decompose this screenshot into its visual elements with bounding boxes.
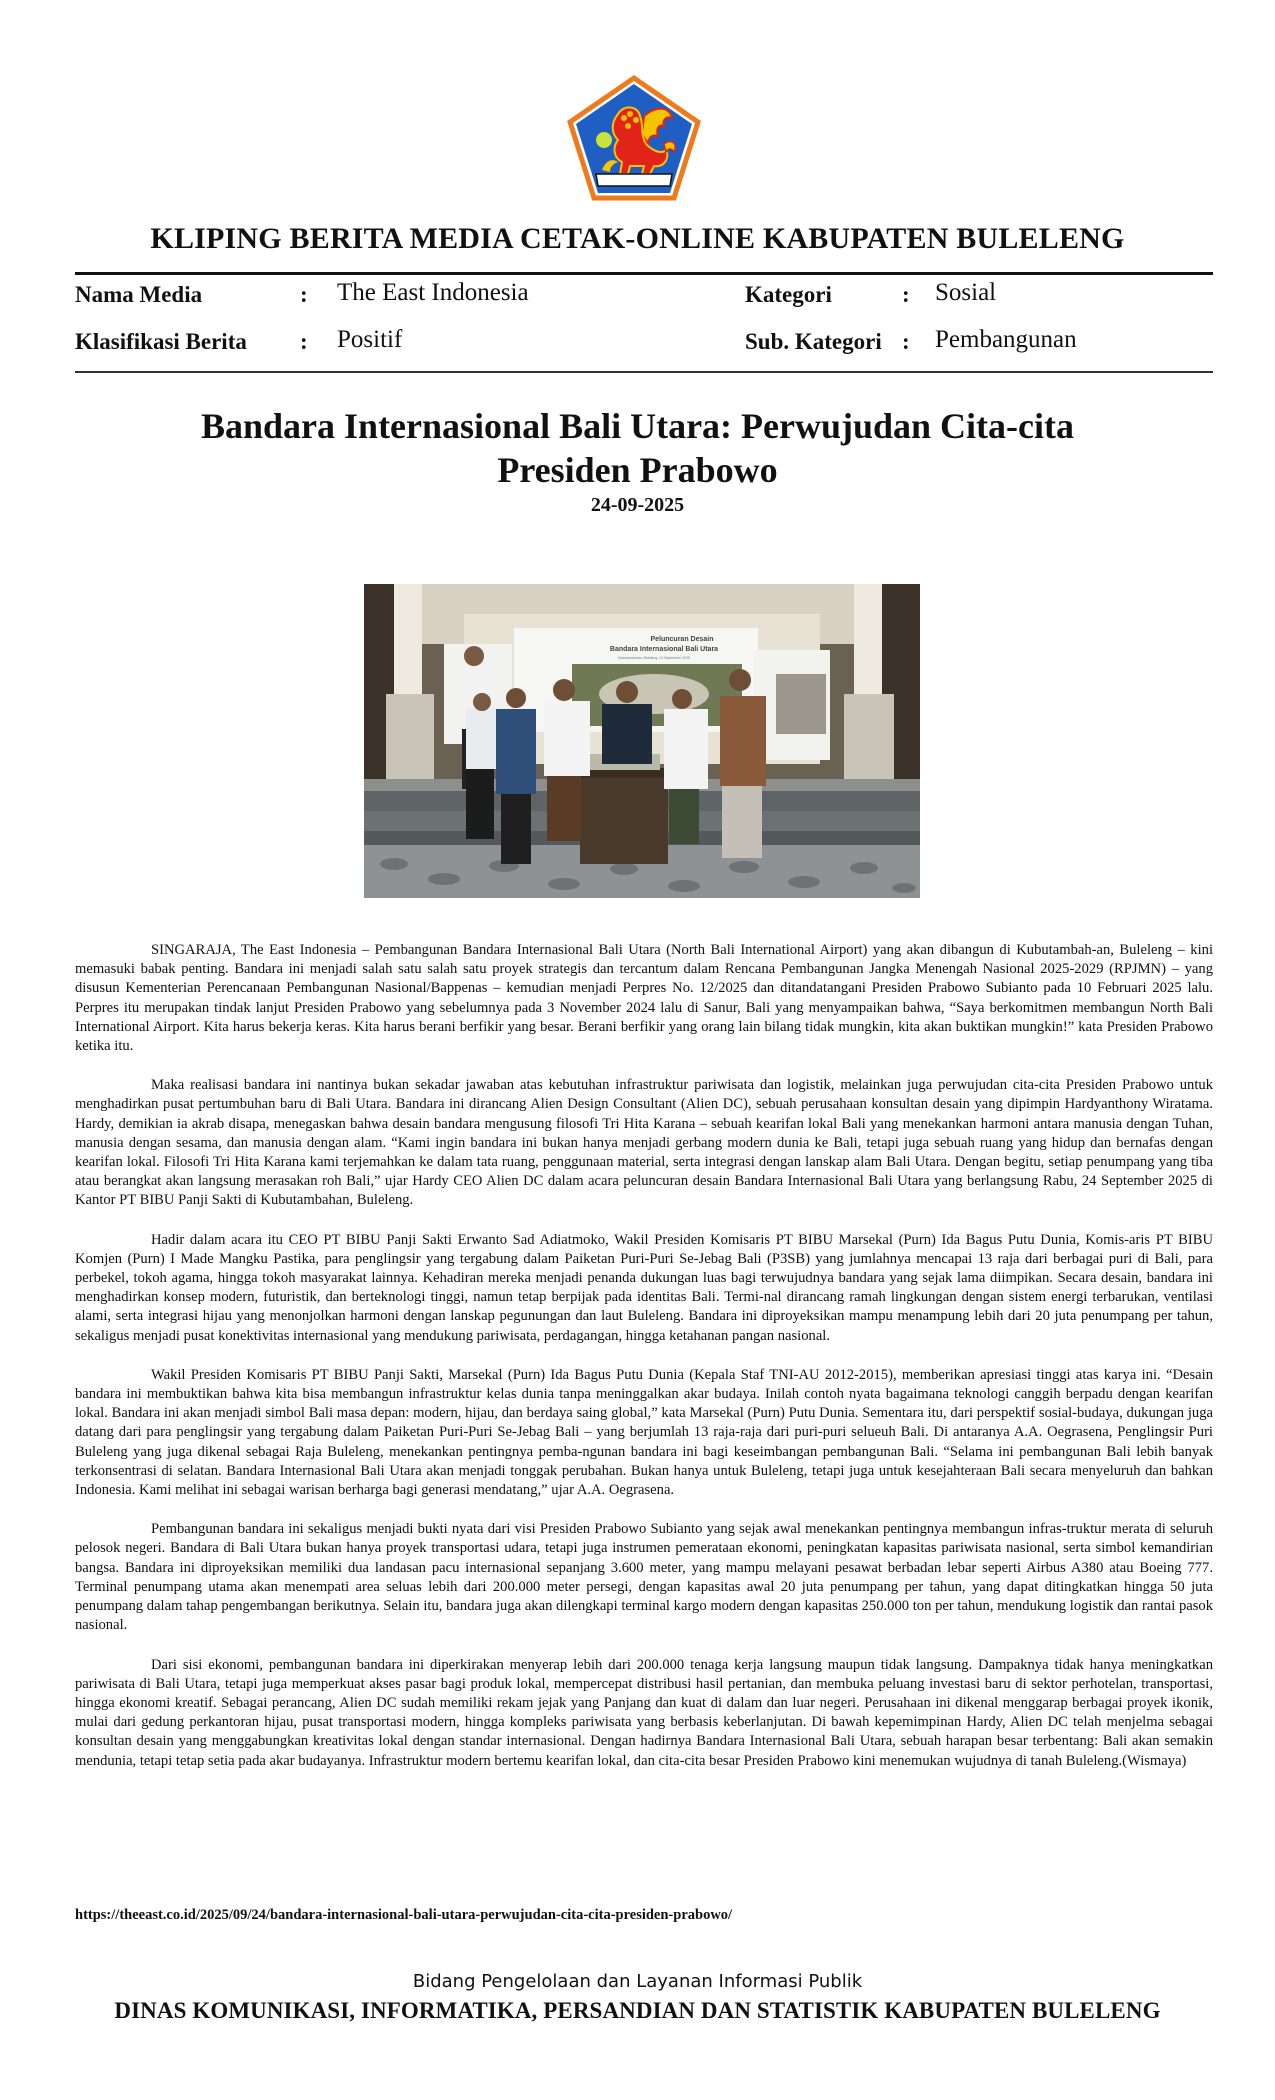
nama-media-value: The East Indonesia xyxy=(337,279,529,306)
banner-line-3: Kubutambahan, Buleleng, 24 September 2025 xyxy=(618,656,690,660)
article-paragraph: Wakil Presiden Komisaris PT BIBU Panji Sakti, Marsekal (Purn) Ida Bagus Putu Dunia (Kepala Staf TNI-AU 2012-2015), memberikan apresiasi tinggi atas karya ini. “Desain bandara ini membuktikan bahwa kita bisa membangun infrastruktur kelas dunia tanpa meninggalkan akar budaya. Inilah contoh nyata bagaimana teknologi canggih berpadu dengan kearifan lokal. Bandara ini akan menjadi simbol Bali masa depan: modern, hijau, dan berdaya saing global,” kata Marsekal (Purn) Putu Dunia. Sementara itu, dari perspektif sosial-budaya, dukungan juga datang dari para penglingsir yang tergabung dalam Paiketan Puri-Puri Se-Jebag Bali – yang berjumlah 13 raja-raja dari puri-puri selueuh Bali. Di antaranya A.A. Oegrasena, Penglingsir Puri Buleleng yang juga dikenal sebagai Raja Buleleng, menekankan pentingnya pemba-ngunan bandara ini bagi keseimbangan pembangunan Bali. “Selama ini pembangunan Bali lebih banyak terkonsentrasi di selatan. Bandara Internasional Bali Utara akan menjadi tonggak perubahan. Bukan hanya untuk Buleleng, tetapi juga untuk kesejahteraan Bali secara menyeluruh dan bahkan Indonesia. Kami melihat ini sebagai warisan berharga bagi generasi mendatang,” ujar A.A. Oegrasena. xyxy=(75,1366,1213,1499)
article-paragraph: Pembangunan bandara ini sekaligus menjadi bukti nyata dari visi Presiden Prabowo Subianto yang sejak awal menekankan pentingnya membangun infras-truktur merata di seluruh pelosok negeri. Bandara di Bali Utara bukan hanya proyek transportasi udara, tetapi juga instrumen pemerataan ekonomi, peningkatan kapasitas pariwisata nasional, serta simbol kemandirian bangsa. Bandara ini diproyeksikan memiliki dua landasan pacu internasional sepanjang 3.600 meter, yang mampu melayani pesawat berbadan lebar seperti Airbus A380 atau Boeing 777. Terminal penumpang utama akan menempati area seluas lebih dari 200.000 meter persegi, dengan kapasitas awal 20 juta penumpang per tahun, yang dapat ditingkatkan hingga 50 juta penumpang dalam tahap pengembangan berikutnya. Selain itu, bandara juga akan dilengkapi terminal kargo modern dengan kapasitas 250.000 ton per tahun, mendukung logistik dan rantai pasok nasional. xyxy=(75,1521,1213,1634)
article-body xyxy=(75,941,1213,1791)
banner-line-1: Peluncuran Desain xyxy=(650,636,714,643)
header-top-divider xyxy=(75,272,1213,275)
buleleng-emblem-logo xyxy=(566,74,702,202)
header-bottom-divider xyxy=(75,371,1213,373)
sub-kategori-value: Pembangunan xyxy=(935,326,1077,353)
banner-line-2: Bandara Internasional Bali Utara xyxy=(609,646,719,653)
article-date: 24-09-2025 xyxy=(590,494,685,516)
article-paragraph: Hadir dalam acara itu CEO PT BIBU Panji Sakti Erwanto Sad Adiatmoko, Wakil Presiden Komisaris PT BIBU Marsekal (Purn) Ida Bagus Putu Dunia, Komis-aris PT BIBU Komjen (Purn) I Made Mangku Pastika, para penglingsir yang tergabung dalam Paiketan Puri-Puri Se-Jebag Bali (P3SB) yang jumlahnya mencapai 13 raja dari berbagai puri di Bali, para perbekel, tokoh agama, hingga tokoh masyarakat lainnya. Kehadiran mereka menjadi penanda dukungan luas bagi terwujudnya bandara yang sejak lama diimpikan. Secara desain, bandara ini menghadirkan konsep modern, futuristik, dan berteknologi tinggi, namun tetap berpijak pada identitas Bali. Termi-nal dirancang ramah lingkungan dengan sistem energi terbarukan, ventilasi alami, serta integrasi hijau yang menonjolkan harmoni dengan lanskap pegunungan dan laut Buleleng. Bandara ini diproyeksikan mampu menampung lebih dari 20 juta penumpang per tahun, sekaligus menjadi pusat konektivitas internasional yang mendukung pariwisata, perdagangan, hingga ketahanan pangan nasional. xyxy=(75,1231,1213,1344)
document-title: KLIPING BERITA MEDIA CETAK-ONLINE KABUPATEN BULELENG xyxy=(150,222,1125,255)
klasifikasi-berita-value: Positif xyxy=(337,326,403,353)
article-paragraph: SINGARAJA, The East Indonesia – Pembangunan Bandara Internasional Bali Utara (North Bali International Airport) yang akan dibangun di Kubutambah-an, Buleleng – kini memasuki babak penting. Bandara ini menjadi salah satu salah satu proyek strategis dan tercantum dalam Rencana Pembangunan Jangka Menengah Nasional 2025-2029 (RPJMN) – yang disusun Kementerian Perencanaan Pembangunan Nasional/Bappenas – kemudian menjadi Perpres No. 12/2025 dan ditandatangani Presiden Prabowo Subianto pada 10 Februari 2025 lalu. Perpres itu merupakan tindak lanjut Presiden Prabowo yang sebelumnya pada 3 November 2024 lalu di Sanur, Bali yang menyampaikan bahwa, “Saya berkomitmen membangun North Bali International Airport. Kita harus bekerja keras. Kita harus berani berfikir yang besar. Berani berfikir yang orang lain bilang tidak mungkin, kita akan buktikan mungkin!” kata Presiden Prabowo ketika itu. xyxy=(75,942,1213,1055)
footer-agency: DINAS KOMUNIKASI, INFORMATIKA, PERSANDIAN DAN STATISTIK KABUPATEN BULELENG xyxy=(114,1998,1161,2023)
klasifikasi-berita-label: Klasifikasi Berita xyxy=(75,329,247,354)
footer-department: Bidang Pengelolaan dan Layanan Informasi Publik xyxy=(412,1971,863,1992)
nama-media-colon: : xyxy=(300,282,308,307)
kategori-colon: : xyxy=(902,282,910,307)
article-paragraph: Maka realisasi bandara ini nantinya bukan sekadar jawaban atas kebutuhan infrastruktur pariwisata dan logistik, melainkan juga perwujudan cita-cita Presiden Prabowo untuk menghadirkan pusat pertumbuhan baru di Bali Utara. Bandara ini dirancang Alien Design Consultant (Alien DC), sebuah perusahaan konsultan desain yang dipimpin Hardyanthony Wiratama. Hardy, demikian ia akrab disapa, menegaskan bahwa desain bandara mengusung filosofi Tri Hita Karana – sebuah kearifan lokal Bali yang menekankan harmoni antara manusia dengan Tuhan, manusia dengan sesama, dan manusia dengan alam. “Kami ingin bandara ini bukan hanya menjadi gerbang modern dunia ke Bali, tetapi juga sebuah ruang yang hidup dan bernafas dengan kearifan lokal. Filosofi Tri Hita Karana kami terjemahkan ke dalam tata ruang, penggunaan material, serta integrasi dengan lanskap alam Bali Utara. Dengan begitu, setiap penumpang yang tiba atau berangkat akan langsung merasakan roh Bali,” ujar Hardy CEO Alien DC dalam acara peluncuran desain Bandara Internasional Bali Utara yang berlangsung Rabu, 24 September 2025 di Kantor PT BIBU Panji Sakti di Kubutambahan, Buleleng. xyxy=(75,1077,1213,1209)
article-photo xyxy=(364,584,920,898)
klasifikasi-berita-colon: : xyxy=(300,329,308,354)
kategori-value: Sosial xyxy=(935,279,997,306)
kategori-label: Kategori xyxy=(745,282,832,307)
sub-kategori-colon: : xyxy=(902,329,910,354)
article-paragraph: Dari sisi ekonomi, pembangunan bandara ini diperkirakan menyerap lebih dari 200.000 tenaga kerja langsung maupun tidak langsung. Dampaknya tidak hanya meningkatkan pariwisata di Bali Utara, tetapi juga memperkuat akses pasar bagi produk lokal, mempercepat distribusi hasil pertanian, dan membuka peluang investasi baru di sektor perhotelan, transportasi, hingga ekonomi kreatif. Sebagai perancang, Alien DC sudah memiliki rekam jejak yang Panjang dan kuat di dalam dan luar negeri. Perusahaan ini dikenal menggarap berbagai proyek ikonik, mulai dari gedung perkantoran hijau, pusat transportasi modern, hingga kompleks pariwisata yang berbasis keberlanjutan. Di bawah kepemimpinan Hardy, Alien DC telah menjelma sebagai konsultan desain yang menggabungkan kreativitas lokal dengan standar internasional. Dengan hadirnya Bandara Internasional Bali Utara, sebuah harapan besar terbentang: Bali akan semakin mendunia, tetapi tetap setia pada akar budayanya. Infrastruktur modern bertemu kearifan lokal, dan cita-cita besar Presiden Prabowo kini menemukan wujudnya di tanah Buleleng.(Wismaya) xyxy=(75,1656,1213,1769)
emblem-icon xyxy=(566,74,702,202)
source-url-link[interactable]: https://theeast.co.id/2025/09/24/bandara-internasional-bali-utara-perwujudan-cita-cita-presiden-prabowo/ xyxy=(75,1907,733,1923)
nama-media-label: Nama Media xyxy=(75,282,203,307)
sub-kategori-label: Sub. Kategori xyxy=(745,329,882,354)
headline-line-2: Presiden Prabowo xyxy=(497,450,778,490)
article-headline xyxy=(150,404,1125,492)
headline-line-1: Bandara Internasional Bali Utara: Perwujudan Cita-cita xyxy=(201,406,1074,446)
